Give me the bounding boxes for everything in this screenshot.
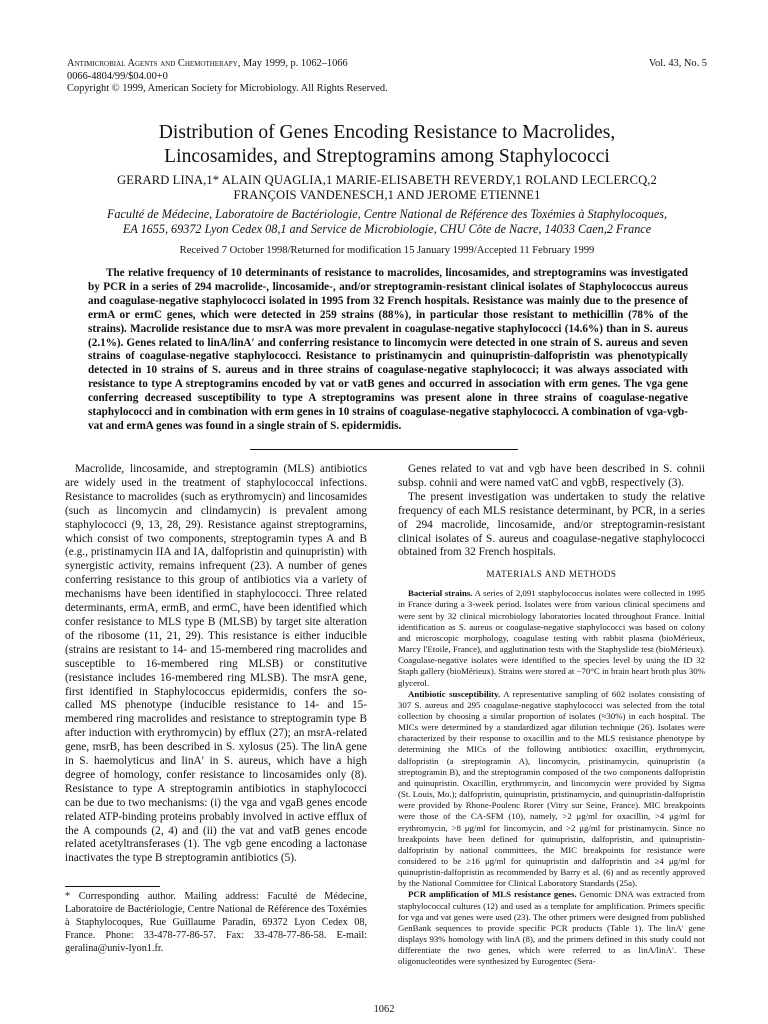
- author-list: GERARD LINA,1* ALAIN QUAGLIA,1 MARIE-ELISABETH REVERDY,1 ROLAND LECLERCQ,2 FRANÇOIS VANDENESCH,1 AND JEROME ETIENNE1: [117, 173, 657, 202]
- abstract-divider: [250, 449, 518, 450]
- article-title: Distribution of Genes Encoding Resistance to Macrolides, Lincosamides, and Streptogramins among Staphylococci: [158, 122, 616, 167]
- received-dates: Received 7 October 1998/Returned for modification 15 January 1999/Accepted 11 February 1999: [179, 245, 595, 256]
- issn: 0066-4804/99/$04.00+0: [67, 70, 168, 82]
- section-heading-methods: MATERIALS AND METHODS: [486, 569, 617, 580]
- affiliation: Faculté de Médecine, Laboratoire de Bactériologie, Centre National de Référence des Toxémies à Staphylocoques, EA 1655, 69372 Lyon Cedex 08,1 and Service de Microbiologie, CHU Côte de Nacre, 14033 Caen,2 France: [106, 207, 668, 236]
- body-right-column: [398, 463, 705, 968]
- journal-name: Antimicrobial Agents and Chemotherapy: [67, 58, 238, 69]
- abstract: The relative frequency of 10 determinants of resistance to macrolides, lincosamides, and streptogramins was investigated by PCR in a series of 294 macrolide-, lincosamide-, and/or streptogramin-resistant clinical isolates of Staphylococcus aureus and coagulase-negative staphylococci isolated in 1995 from 32 French hospitals. Resistance was mainly due to the presence of ermA or ermC genes, which were detected in 259 strains (88%), in particular those resistant to methicillin (78% of the strains). Macrolide resistance due to msrA was more prevalent in coagulase-negative staphylococci (14.6%) than in S. aureus (2.1%). Genes related to linA/linA′ and conferring resistance to lincomycin were detected in one strain of S. aureus and seven strains of coagulase-negative staphylococci. Resistance to pristinamycin and quinupristin-dalfopristin was phenotypically detected in 10 strains of S. aureus and in three strains of coagulase-negative staphylococci; it was always associated with resistance to type A streptogramins encoded by vat or vatB genes and occurred in association with erm genes. The vga gene conferring decreased susceptibility to type A streptogramins was present alone in three strains of coagulase-negative staphylococci and in combination with erm genes in 10 strains of coagulase-negative staphylococci. A combination of vga-vgb-vat and ermA genes was found in a single strain of S. epidermidis.: [88, 267, 688, 432]
- journal-issue: , May 1999, p. 1062–1066: [237, 58, 348, 69]
- methods-paragraph: Bacterial strains. A series of 2,091 staphylococcus isolates were collected in 1995 in France during a 3-week period. Isolates were from various clinical specimens and were sent by 32 clinical microbiology laboratories located throughout France. Initial identification as S. aureus or coagulase-negative staphylococci was based on colony and microscopic morphology, coagulase testing with rabbit plasma (bioMérieux, Marcy l'Etoile, France), and agglutination tests with the Staphyslide test (bioMérieux). Coagulase-negative isolates were identified to the species level by using the ID 32 Staph gallery (bioMérieux). Strains were stored at −70°C in brain heart broth plus 30% glycerol.: [398, 588, 705, 688]
- body-left-column: Macrolide, lincosamide, and streptogramin (MLS) antibiotics are widely used in the treatment of staphylococcal infections. Resistance to macrolides (such as erythromycin) and lincosamides (such as lincomycin and clindamycin) is prevalent among staphylococci (9, 13, 28, 29). Resistance against streptogramins, which consist of two components, streptogramin types A and B (e.g., pristinamycin IIA and IA, dalfopristin and quinupristin) with synergistic activity, remains infrequent (23). A number of genes conferring resistance to this group of antibiotics via a variety of mechanisms have been identified in staphylococci. Three related determinants, ermA, ermB, and ermC, have been identified which confer resistance to MLS type B (MLSB) by target site alteration of the ribosome (11, 21, 29). This resistance is either inducible (strains are resistant to 14- and 15-membered ring macrolides and susceptible to 16-membered ring MLSB) or constitutive (resistance includes 16-membered ring MLSB). The msrA gene, first identified in Staphylococcus epidermidis, confers the so-called MS phenotype (inducible resistance to 14- and 15-membered ring macrolides and resistance to streptogramin type B after induction with erythromycin) by efflux (27); an msrA-related gene, msrB, has been described in S. xylosus (25). The linA gene in S. haemolyticus and linA′ in S. aureus, which have a high degree of homology, confer resistance to lincosamides only (8). Resistance to type A streptogramin antibiotics in staphylococci can be due to two mechanisms: (i) the vga and vgaB genes encode related ATP-binding proteins probably involved in active efflux of the A compounds (2, 4) and (ii) the vat and vatB genes encode related acetyltransferases (1). The vgb gene encoding a lactonase inactivates the type B streptogramin antibiotics (5).: [65, 463, 367, 865]
- methods-paragraph: Antibiotic susceptibility. A representative sampling of 602 isolates consisting of 307 S. aureus and 295 coagulase-negative staphylococci was selected from the total collection by choosing a similar proportion of isolates (≈30%) in each hospital. The MICs were determined by a standardized agar dilution technique (26). Isolates were characterized by their response to oxacillin and to the MLS resistance phenotype by determining the MICs of the following antibiotics: oxacillin, erythromycin, dalfopristin (a streptogramin A), lincomycin, pristinamycin, quinupristin (a streptogramin B), and the streptogramin composed of the two components dalfopristin and quinupristin. Oxacillin, erythromycin, and lincomycin were provided by Sigma (St. Louis, Mo.); dalfopristin, quinupristin, pristinamycin, and quinupristin-dalfopristin were provided by Rhone-Poulenc Rorer (Vitry sur Seine, France). MIC breakpoints were those of the CA-SFM (10), namely, >2 μg/ml for oxacillin, >4 μg/ml for erythromycin, >8 μg/ml for lincomycin, and >2 μg/ml for pristinamycin. Since no breakpoints have been defined for quinupristin, dalfopristin, and quinupristin-dalfopristin by national committees, the MIC breakpoints for resistance were considered to be ≥16 μg/ml for quinupristin and dalfopristin and ≥4 μg/ml for quinupristin-dalfopristin as recommended by Barry et al. (6) and as recently approved by the National Committee for Clinical Laboratory Standards (25a).: [398, 688, 705, 889]
- copyright: Copyright © 1999, American Society for Microbiology. All Rights Reserved.: [67, 83, 388, 95]
- page-number: 1062: [373, 1004, 395, 1015]
- footnote-divider: [65, 886, 160, 887]
- methods-text: [398, 588, 705, 967]
- volume: Vol. 43, No. 5: [648, 58, 707, 69]
- intro-paragraph-aim: The present investigation was undertaken to study the relative frequency of each MLS resistance determinant, by PCR, in a series of 294 macrolide, lincosamide, and/or streptogramin-resistant clinical isolates of S. aureus and coagulase-negative staphylococci obtained from 32 French hospitals.: [398, 490, 705, 559]
- intro-paragraph-genes: Genes related to vat and vgb have been described in S. cohnii subsp. cohnii and were named vatC and vgbB, respectively (3).: [398, 463, 705, 489]
- methods-paragraph: PCR amplification of MLS resistance genes. Genomic DNA was extracted from staphylococcal cultures (12) and used as a template for amplification. Primers specific for vga and vat genes were used (23). The other primers were designed from published GenBank sequences to provide specific PCR products (Table 1). The linA′ gene displays 93% homology with linA (8), and the primers defined in this study could not differentiate the two genes, which were referred to as linA/linA′. These oligonucleotides were synthesized by Eurogentec (Sera-: [398, 889, 705, 967]
- corresponding-author-footnote: * Corresponding author. Mailing address: Faculté de Médecine, Laboratoire de Bactériologie, Centre National de Référence des Toxémies à Staphylocoques, Rue Guillaume Paradin, 69372 Lyon Cedex 08, France. Phone: 33-478-77-86-57. Fax: 33-478-77-86-58. E-mail: geralina@univ-lyon1.fr.: [65, 891, 367, 954]
- running-header: [67, 58, 707, 96]
